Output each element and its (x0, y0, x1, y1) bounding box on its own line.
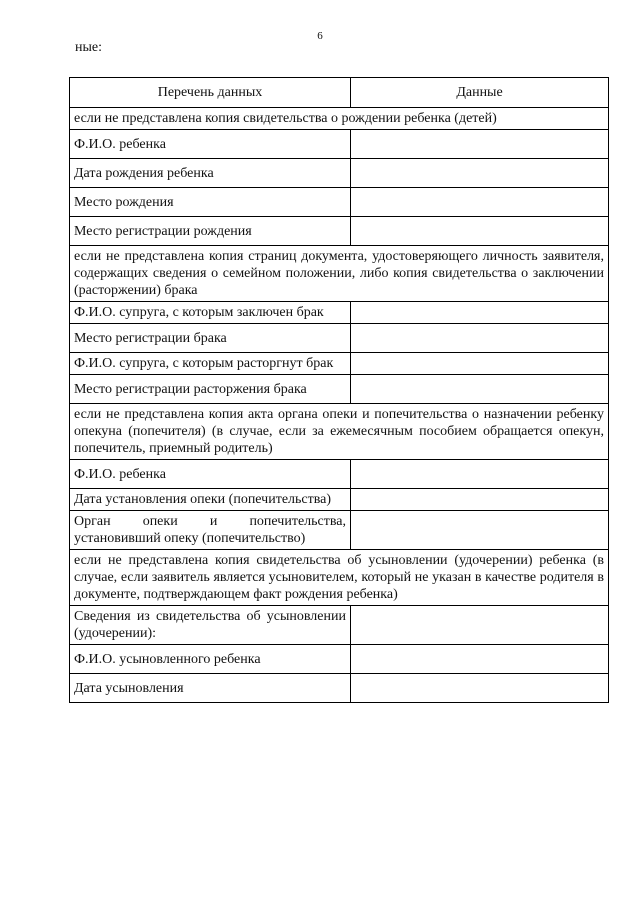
table-row (70, 375, 609, 404)
field-value[interactable] (351, 645, 609, 674)
table-row (70, 217, 609, 246)
table-row (70, 645, 609, 674)
field-label: Ф.И.О. ребенка (70, 460, 351, 489)
field-value[interactable] (351, 606, 609, 645)
field-label: Дата рождения ребенка (70, 159, 351, 188)
section-row (70, 404, 609, 460)
section-row (70, 246, 609, 302)
table-row (70, 489, 609, 511)
header-data: Данные (351, 78, 609, 108)
section-birth-certificate: если не представлена копия свидетельства о рождении ребенка (детей) (70, 108, 609, 130)
table-row (70, 460, 609, 489)
field-value[interactable] (351, 159, 609, 188)
section-row (70, 108, 609, 130)
page-number: 6 (317, 30, 323, 42)
lead-text: ные: (75, 40, 103, 55)
table-row (70, 511, 609, 550)
field-value[interactable] (351, 674, 609, 703)
field-value[interactable] (351, 511, 609, 550)
field-label: Ф.И.О. ребенка (70, 130, 351, 159)
header-data-list: Перечень данных (70, 78, 351, 108)
field-value[interactable] (351, 188, 609, 217)
table-row (70, 606, 609, 645)
table-row (70, 324, 609, 353)
field-label: Дата усыновления (70, 674, 351, 703)
field-value[interactable] (351, 217, 609, 246)
table-row (70, 130, 609, 159)
table-row (70, 159, 609, 188)
field-value[interactable] (351, 130, 609, 159)
field-label: Место рождения (70, 188, 351, 217)
table-row (70, 302, 609, 324)
section-guardianship: если не представлена копия акта органа опеки и попечительства о назначении ребенку опекуна (попечителя) (в случае, если за ежемесячным пособием обращается опекун, попечитель, приемный родитель) (70, 404, 609, 460)
field-value[interactable] (351, 489, 609, 511)
field-label: Место регистрации брака (70, 324, 351, 353)
field-label: Ф.И.О. супруга, с которым заключен брак (70, 302, 351, 324)
field-value[interactable] (351, 353, 609, 375)
table-header-row (70, 78, 609, 108)
table-row (70, 674, 609, 703)
field-label: Ф.И.О. супруга, с которым расторгнут брак (70, 353, 351, 375)
field-value[interactable] (351, 375, 609, 404)
data-table (69, 77, 609, 703)
field-value[interactable] (351, 302, 609, 324)
field-label: Дата установления опеки (попечительства) (70, 489, 351, 511)
table-row (70, 188, 609, 217)
field-label: Ф.И.О. усыновленного ребенка (70, 645, 351, 674)
field-label: Сведения из свидетельства об усыновлении (удочерении): (70, 606, 351, 645)
field-value[interactable] (351, 324, 609, 353)
table-row (70, 353, 609, 375)
field-label: Место регистрации расторжения брака (70, 375, 351, 404)
section-marital-status: если не представлена копия страниц документа, удостоверяющего личность заявителя, содержащих сведения о семейном положении, либо копия свидетельства о заключении (расторжении) брака (70, 246, 609, 302)
field-label: Орган опеки и попечительства, установивший опеку (попечительство) (70, 511, 351, 550)
field-label: Место регистрации рождения (70, 217, 351, 246)
field-value[interactable] (351, 460, 609, 489)
section-row (70, 550, 609, 606)
section-adoption: если не представлена копия свидетельства об усыновлении (удочерении) ребенка (в случае, если заявитель является усыновителем, который не указан в качестве родителя в документе, подтверждающем факт рождения ребенка) (70, 550, 609, 606)
